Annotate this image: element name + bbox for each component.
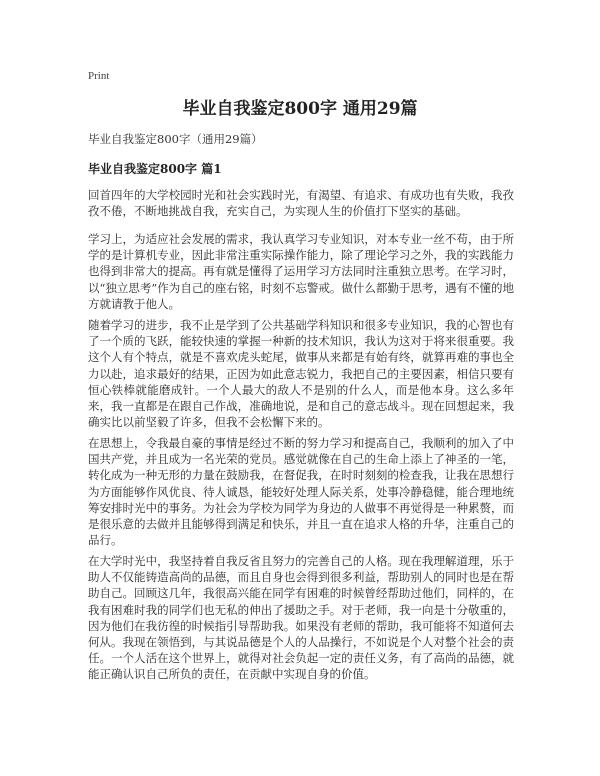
document-subtitle: 毕业自我鉴定800字（通用29篇） xyxy=(88,132,263,146)
paragraph-3: 随着学习的进步，我不止是学到了公共基础学科知识和很多专业知识，我的心智也有了一个质的飞跃，能较快速的掌握一种新的技术知识，我认为这对于将来很重要。我这个人有个特点，就是不喜欢虎头蛇尾，做事从来都是有始有终，就算再难的事也全力以赴，追求最好的结果，正因为如此意志锐力，我把自己的主要因素，相信只要有恒心铁棒就能磨成针。一个人最大的敌人不是别的什么人，而是他本身。这么多年来，我一直都是在跟自己作战，准确地说，是和自己的意志战斗。现在回想起来，我确实比以前坚毅了许多，但我不会松懈下来的。 xyxy=(88,318,514,430)
paragraph-1: 回首四年的大学校园时光和社会实践时光，有渴望、有追求、有成功也有失败，我孜孜不倦，不断地挑战自我，充实自己，为实现人生的价值打下坚实的基础。 xyxy=(88,188,514,219)
section-heading: 毕业自我鉴定800字 篇1 xyxy=(88,162,222,176)
paragraph-4: 在思想上，令我最自豪的事情是经过不断的努力学习和提高自己，我顺利的加入了中国共产党，并且成为一名光荣的党员。感觉就像在自己的生命上添上了神圣的一笔，转化成为一种无形的力量在鼓励我，在督促我，在时时刻刻的检查我，让我在思想行为方面能够作风优良、待人诚恳，能较好处理人际关系，处事冷静稳健，能合理地统筹安排时光中的事务。为社会为学校为同学为身边的人做事不再觉得是一种累赘，而是很乐意的去做并且能够得到满足和快乐，并且一直在追求人格的升华，注重自己的品行。 xyxy=(88,436,514,548)
print-label: Print xyxy=(88,70,110,82)
paragraph-2: 学习上，为适应社会发展的需求，我认真学习专业知识，对本专业一丝不苟，由于所学的是计算机专业，因此非常注重实际操作能力，除了理论学习之外，我的实践能力也得到非常大的提高。再有就是懂得了运用学习方法同时注重独立思考。在学习时，以“独立思考”作为自己的座右铭，时刻不忘警戒。做什么都勤于思考，遇有不懂的地方就请教于他人。 xyxy=(88,232,514,311)
paragraph-5: 在大学时光中，我坚持着自我反省且努力的完善自己的人格。现在我理解道理，乐于助人不仅能铸造高尚的品德，而且自身也会得到很多利益，帮助别人的同时也是在帮助自己。回顾这几年，我很高兴能在同学有困难的时候曾经帮助过他们，同样的，在我有困难时我的同学们也无私的伸出了援助之手。对于老师，我一向是十分敬重的，因为他们在我彷徨的时候指引导帮助我。如果没有老师的帮助，我可能将不知道何去何从。我现在领悟到，与其说品德是个人的人品操行，不如说是个人对整个社会的责任。一个人活在这个世界上，就得对社会负起一定的责任义务，有了高尚的品德，就能正确认识自己所负的责任，在贡献中实现自身的价值。 xyxy=(88,554,514,682)
page-title: 毕业自我鉴定800字 通用29篇 xyxy=(182,99,418,119)
